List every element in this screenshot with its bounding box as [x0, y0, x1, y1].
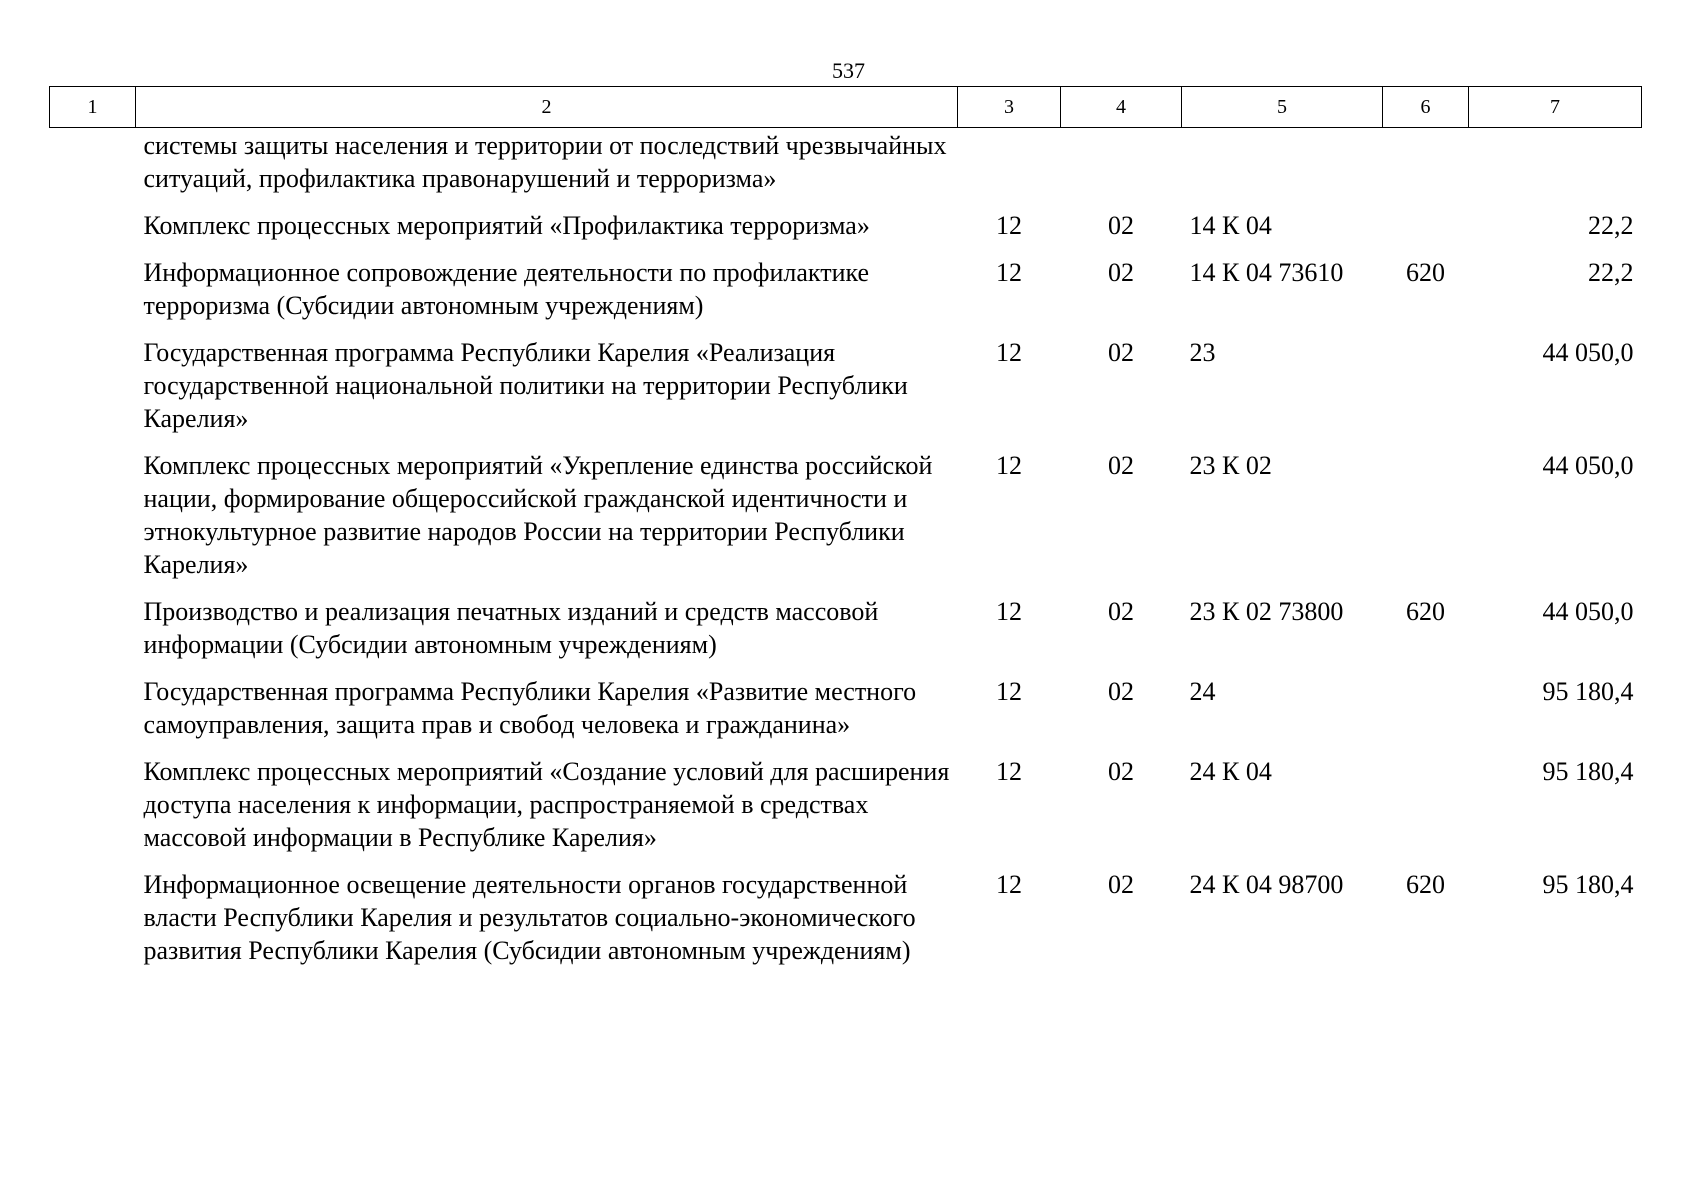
expense-type-code: [1383, 741, 1469, 854]
table-row: [50, 581, 1642, 661]
expense-type-code: 620: [1406, 258, 1445, 287]
table-row: [50, 854, 1642, 967]
target-article-code: 14 К 04 73610: [1189, 258, 1344, 287]
item-name: Комплекс процессных мероприятий «Создание условий для расширения доступа населения к информации, распространяемой в средствах массовой информации в Республике Карелия»: [143, 757, 950, 852]
section-code: 12: [996, 211, 1022, 240]
table-row: [50, 195, 1642, 242]
item-name: Производство и реализация печатных изданий и средств массовой информации (Субсидии автономным учреждениям): [143, 597, 879, 659]
amount: 44 050,0: [1542, 597, 1634, 626]
subsection-code: 02: [1108, 258, 1134, 287]
section-code: [958, 128, 1061, 196]
subsection-code: 02: [1108, 211, 1134, 240]
row-number-cell: [50, 128, 136, 196]
budget-table: [49, 86, 1642, 967]
amount: 44 050,0: [1542, 338, 1634, 367]
table-row: [50, 128, 1642, 196]
expense-type-code: 620: [1406, 597, 1445, 626]
amount: 22,2: [1588, 211, 1634, 240]
column-header-5: 5: [1182, 87, 1383, 128]
table-row: [50, 741, 1642, 854]
row-number-cell: [50, 741, 136, 854]
amount: 95 180,4: [1542, 757, 1634, 786]
item-name: Информационное сопровождение деятельности по профилактике терроризма (Субсидии автономным учреждениям): [143, 258, 870, 320]
row-number-cell: [50, 854, 136, 967]
column-header-6: 6: [1383, 87, 1469, 128]
page-number: 537: [832, 58, 865, 83]
row-number-cell: [50, 661, 136, 741]
subsection-code: 02: [1108, 338, 1134, 367]
item-name: Комплекс процессных мероприятий «Укрепление единства российской нации, формирование общероссийской гражданской идентичности и этнокультурное развитие народов России на территории Республики Карелия»: [143, 451, 933, 579]
target-article-code: [1182, 128, 1383, 196]
amount: [1469, 128, 1642, 196]
row-number-cell: [50, 435, 136, 581]
target-article-code: 23 К 02: [1189, 451, 1272, 480]
item-name: Информационное освещение деятельности органов государственной власти Республики Карелия и результатов социально-экономического развития Республики Карелия (Субсидии автономным учреждениям): [143, 870, 916, 965]
section-code: 12: [996, 870, 1022, 899]
column-header-1: 1: [50, 87, 136, 128]
row-number-cell: [50, 322, 136, 435]
expense-type-code: [1383, 195, 1469, 242]
target-article-code: 14 К 04: [1189, 211, 1272, 240]
expense-type-code: [1383, 661, 1469, 741]
table-row: [50, 435, 1642, 581]
amount: 22,2: [1588, 258, 1634, 287]
expense-type-code: [1383, 128, 1469, 196]
subsection-code: 02: [1108, 677, 1134, 706]
item-name: Комплекс процессных мероприятий «Профилактика терроризма»: [143, 211, 870, 240]
column-header-4: 4: [1061, 87, 1182, 128]
item-name: Государственная программа Республики Карелия «Реализация государственной национальной политики на территории Республики Карелия»: [143, 338, 908, 433]
column-header-7: 7: [1469, 87, 1642, 128]
section-code: 12: [996, 338, 1022, 367]
item-name: Государственная программа Республики Карелия «Развитие местного самоуправления, защита прав и свобод человека и гражданина»: [143, 677, 917, 739]
item-name: системы защиты населения и территории от последствий чрезвычайных ситуаций, профилактика правонарушений и терроризма»: [143, 131, 947, 193]
row-number-cell: [50, 581, 136, 661]
expense-type-code: [1383, 435, 1469, 581]
subsection-code: 02: [1108, 597, 1134, 626]
section-code: 12: [996, 757, 1022, 786]
row-number-cell: [50, 195, 136, 242]
subsection-code: [1061, 128, 1182, 196]
section-code: 12: [996, 451, 1022, 480]
subsection-code: 02: [1108, 757, 1134, 786]
section-code: 12: [996, 258, 1022, 287]
subsection-code: 02: [1108, 870, 1134, 899]
amount: 95 180,4: [1542, 677, 1634, 706]
column-header-2: 2: [136, 87, 958, 128]
table-row: [50, 242, 1642, 322]
table-row: [50, 661, 1642, 741]
target-article-code: 23: [1189, 338, 1216, 367]
amount: 95 180,4: [1542, 870, 1634, 899]
target-article-code: 24 К 04 98700: [1189, 870, 1344, 899]
table-row: [50, 322, 1642, 435]
expense-type-code: 620: [1406, 870, 1445, 899]
section-code: 12: [996, 677, 1022, 706]
target-article-code: 24 К 04: [1189, 757, 1272, 786]
amount: 44 050,0: [1542, 451, 1634, 480]
target-article-code: 24: [1189, 677, 1216, 706]
target-article-code: 23 К 02 73800: [1189, 597, 1344, 626]
expense-type-code: [1383, 322, 1469, 435]
subsection-code: 02: [1108, 451, 1134, 480]
row-number-cell: [50, 242, 136, 322]
column-header-3: 3: [958, 87, 1061, 128]
column-number-row: [50, 87, 1642, 128]
section-code: 12: [996, 597, 1022, 626]
